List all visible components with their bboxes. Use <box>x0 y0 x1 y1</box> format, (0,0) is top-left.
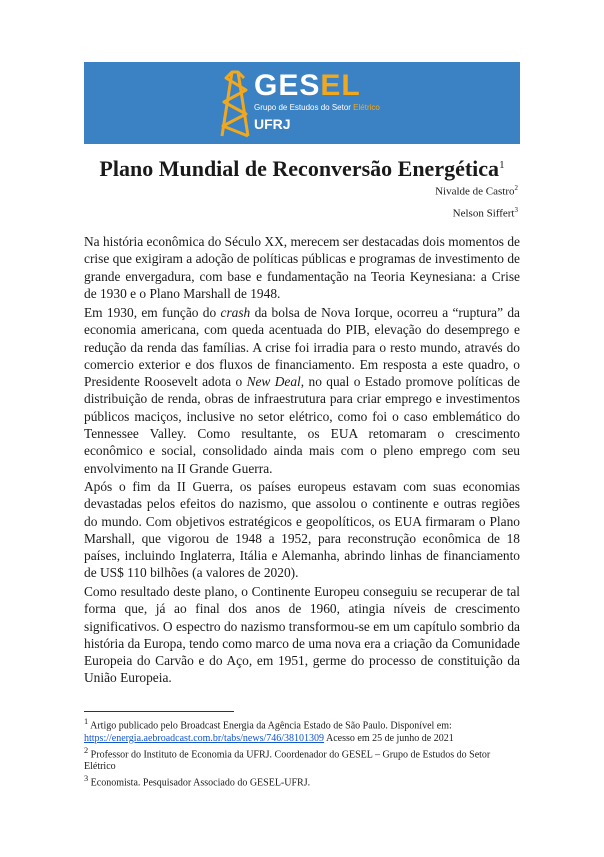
footnote-divider <box>84 711 234 712</box>
brand-suffix: EL <box>320 69 361 102</box>
author-2 <box>453 206 518 220</box>
paragraph-2 <box>84 304 520 477</box>
term-new-deal: New Deal <box>246 374 301 390</box>
brand-name <box>254 70 380 102</box>
brand-subtitle <box>254 103 380 113</box>
term-crash: crash <box>220 305 251 320</box>
subtitle-main: Grupo de Estudos do Setor <box>254 103 354 112</box>
author-name: Nivalde de Castro <box>435 185 515 198</box>
author-name: Nelson Siffert <box>452 207 515 220</box>
footnote-1 <box>84 716 520 745</box>
tower-icon <box>218 68 252 138</box>
author-1 <box>435 184 518 198</box>
paragraph-2-text-c: , no qual o Estado promove políticas de distribuição de renda, obras de infraestrutura para criar emprego e investimentos públicos maciços, inclusive no setor elétrico, como foi o caso emblemático do Tennessee Valley. Como resultante, os EUA retomaram o crescimento econômico e social, consolidado ainda mais com o pleno emprego com seu envolvimento na II Grande Guerra. <box>84 374 520 476</box>
footnote-access-date: Acesso em 25 de junho de 2021 <box>324 732 454 744</box>
footnote-number: 3 <box>84 774 89 784</box>
paragraph-1: Na história econômica do Século XX, merecem ser destacadas dois momentos de crise que exigiram a adoção de políticas públicas e programas de investimento de grande envergadura, com base e fundamentação na Teoria Keynesiana: a Crise de 1930 e o Plano Marshall de 1948. <box>84 234 520 301</box>
title-footnote-ref: 1 <box>499 159 505 171</box>
footnote-3 <box>84 773 520 790</box>
brand-prefix: GES <box>254 69 321 102</box>
footnote-number: 1 <box>84 717 89 726</box>
footnote-2 <box>84 745 520 774</box>
source-link[interactable]: https://energia.aebroadcast.com.br/tabs/news/746/38101309 <box>84 732 325 744</box>
paragraph-4: Como resultado deste plano, o Continente Europeu conseguiu se recuperar de tal forma que, já ao final dos anos de 1960, atingia níveis de crescimento significativos. O espectro do nazismo transformou-se em um capítulo sombrio da história da Europa, tendo como marco de uma nova era a criação da Comunidade Europeia do Carvão e do Aço, em 1951, germe do processo de constituição da União Europeia. <box>84 584 520 686</box>
page-title <box>84 150 520 184</box>
author-footnote-ref: 3 <box>514 206 518 214</box>
university-label: UFRJ <box>254 116 291 132</box>
footnote-text: Artigo publicado pelo Broadcast Energia da Agência Estado de São Paulo. Disponível em: <box>88 720 452 732</box>
paragraph-2-text-a: Em 1930, em função do <box>84 305 221 320</box>
author-footnote-ref: 2 <box>514 184 518 192</box>
title-text: Plano Mundial de Reconversão Energética <box>99 156 500 181</box>
footnotes <box>84 716 520 790</box>
paragraph-2-text-b: da bolsa de Nova Iorque, ocorreu a “ruptura” da economia americana, com queda acentuada do PIB, elevação do desemprego e redução da renda das famílias. A crise foi irradia para o resto mundo, através do comercio exterior e dos fluxos de financiamento. Em resposta a este quadro, o Presidente Roosevelt adota o <box>84 305 520 390</box>
footnote-number: 2 <box>84 745 89 755</box>
footnote-text: Economista. Pesquisador Associado do GESEL-UFRJ. <box>88 777 311 789</box>
logo-text <box>254 70 380 133</box>
footnote-text: Professor do Instituto de Economia da UFRJ. Coordenador do GESEL – Grupo de Estudos do Setor Elétrico <box>84 749 491 773</box>
paragraph-3: Após o fim da II Guerra, os países europeus estavam com suas economias devastadas pelos efeitos do nazismo, que assolou o continente e outras regiões do mundo. Com objetivos estratégicos e geopolíticos, os EUA firmaram o Plano Marshall, que vigorou de 1948 a 1952, para reconstrução econômica de 18 países, incluindo Inglaterra, Itália e Alemanha, abrindo linhas de financiamento de US$ 110 bilhões (a valores de 2020). <box>84 479 520 581</box>
subtitle-accent: Elétrico <box>353 103 380 112</box>
header-banner <box>84 62 520 144</box>
